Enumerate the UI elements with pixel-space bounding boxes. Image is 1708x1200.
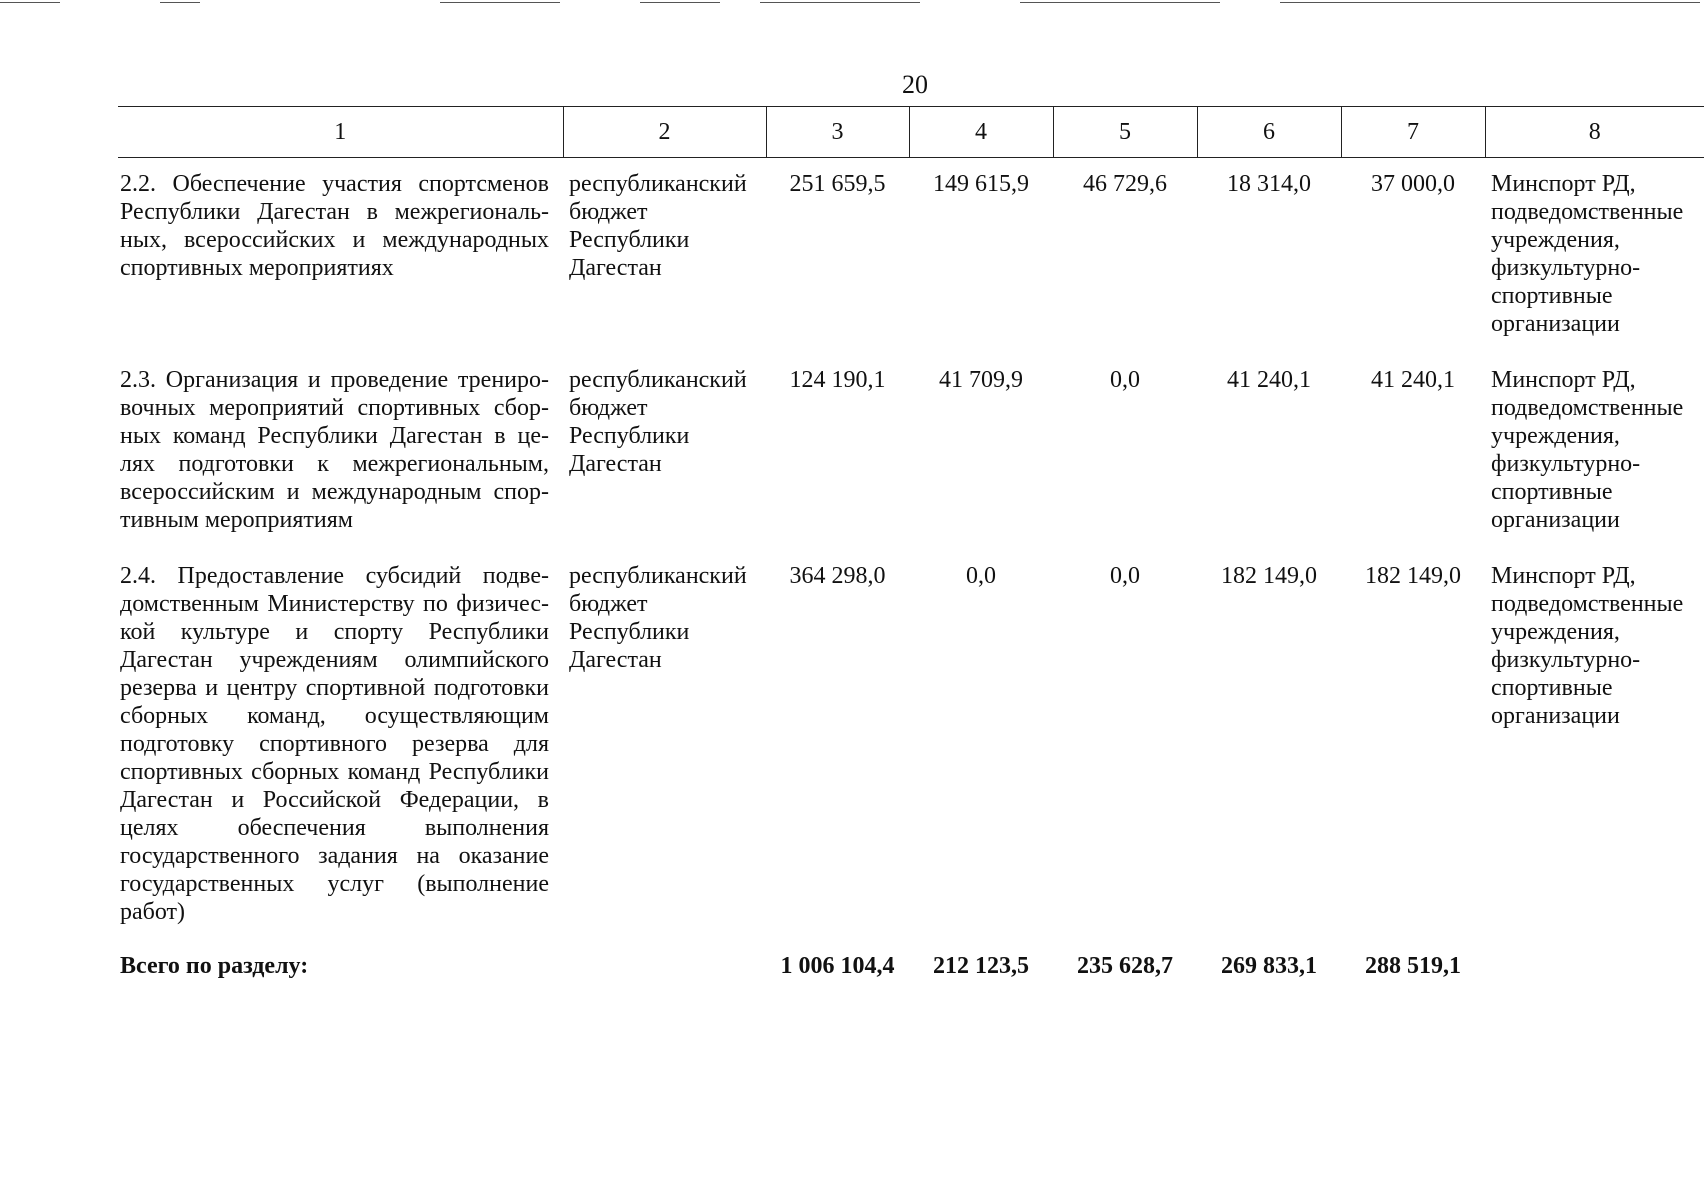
amount-col-6: 41 240,1 xyxy=(1227,367,1311,393)
funding-table xyxy=(118,106,1704,980)
funding-source: республиканский бюджет Республики Дагестан xyxy=(569,367,747,477)
amount-col-4: 0,0 xyxy=(966,563,996,589)
page-number: 20 xyxy=(902,70,928,99)
amount-col-4: 149 615,9 xyxy=(933,171,1029,197)
total-col-5: 235 628,7 xyxy=(1077,953,1173,979)
amount-col-7: 41 240,1 xyxy=(1371,367,1455,393)
executor: Минспорт РД, подведомственные учреждения, физкультурно-спортивные организации xyxy=(1491,563,1684,729)
amount-total: 251 659,5 xyxy=(789,171,886,197)
header-col-5: 5 xyxy=(1053,107,1197,158)
header-col-6: 6 xyxy=(1197,107,1341,158)
amount-col-6: 18 314,0 xyxy=(1227,171,1311,197)
executor: Минспорт РД, подведомственные учреждения, физкультурно-спортивные организации xyxy=(1491,367,1684,533)
amount-col-5: 46 729,6 xyxy=(1083,171,1167,197)
funding-source: республиканский бюджет Республики Дагестан xyxy=(569,171,747,281)
amount-col-5: 0,0 xyxy=(1110,563,1140,589)
header-col-1: 1 xyxy=(118,107,563,158)
total-label: Всего по разделу: xyxy=(120,953,309,979)
amount-col-5: 0,0 xyxy=(1110,367,1140,393)
amount-col-7: 37 000,0 xyxy=(1371,171,1455,197)
activity-name: 2.2. Обеспечение участия спортсменов Республики Дагестан в межрегиональ-ных, всероссийских и международных спортивных мероприятиях xyxy=(120,171,549,281)
scan-edge-artifact xyxy=(0,0,1708,8)
header-col-3: 3 xyxy=(766,107,909,158)
total-row xyxy=(118,942,1704,980)
amount-col-6: 182 149,0 xyxy=(1221,563,1317,589)
total-col-4: 212 123,5 xyxy=(933,953,1029,979)
header-row xyxy=(118,107,1704,158)
header-col-4: 4 xyxy=(909,107,1053,158)
activity-name: 2.4. Предоставление субсидий подве-домственным Министерству по физичес-кой культуре и спорту Республики Дагестан учреждениям олимпийского резерва и центру спортивной подготовки сборных команд, осуществляющим подготовку спортивного резерва для спортивных сборных команд Республики Дагестан и Российской Федерации, в целях обеспечения выполнения государственного задания на оказание государственных услуг (выполнение работ) xyxy=(120,563,549,925)
amount-col-4: 41 709,9 xyxy=(939,367,1023,393)
table-row xyxy=(118,354,1704,550)
total-col-6: 269 833,1 xyxy=(1221,953,1317,979)
total-empty-exec xyxy=(1485,942,1704,980)
total-empty-cell xyxy=(563,942,766,980)
table-row xyxy=(118,550,1704,942)
total-amount: 1 006 104,4 xyxy=(780,953,895,979)
amount-total: 364 298,0 xyxy=(789,563,886,589)
executor: Минспорт РД, подведомственные учреждения, физкультурно-спортивные организации xyxy=(1491,171,1684,337)
header-col-2: 2 xyxy=(563,107,766,158)
amount-total: 124 190,1 xyxy=(789,367,886,393)
amount-col-7: 182 149,0 xyxy=(1365,563,1461,589)
activity-name: 2.3. Организация и проведение трениро-вочных мероприятий спортивных сбор-ных команд Республики Дагестан в це-лях подготовки к межрегиональным, всероссийским и международным спор-тивным мероприятиям xyxy=(120,367,549,533)
table-row xyxy=(118,158,1704,355)
funding-source: республиканский бюджет Республики Дагестан xyxy=(569,563,747,673)
header-col-7: 7 xyxy=(1341,107,1485,158)
total-col-7: 288 519,1 xyxy=(1365,953,1461,979)
header-col-8: 8 xyxy=(1485,107,1704,158)
